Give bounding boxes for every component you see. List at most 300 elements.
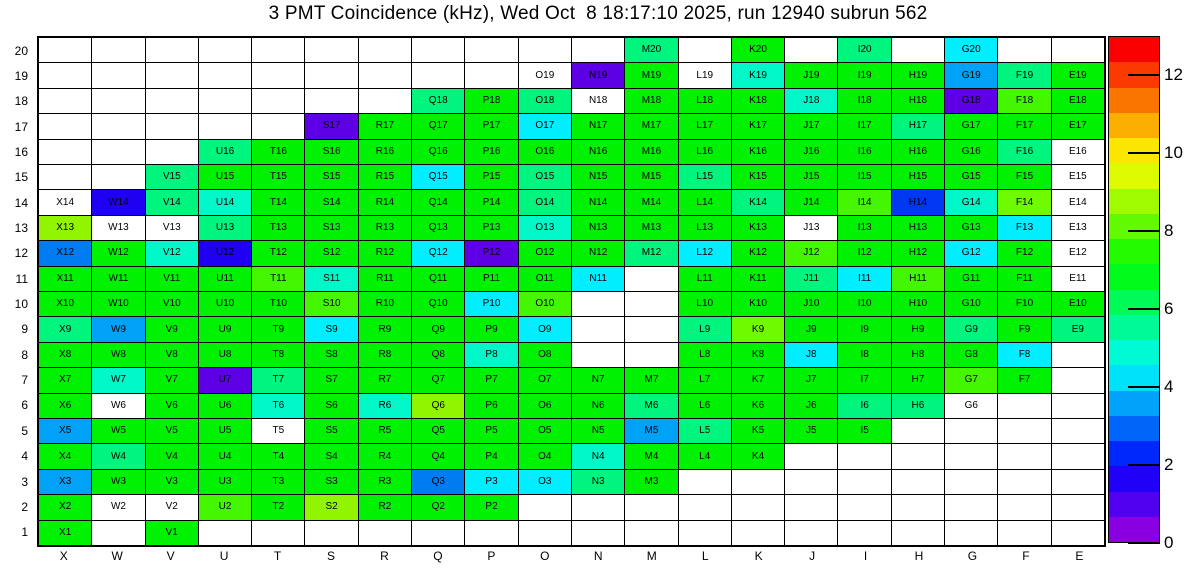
cell-W12: W12 (92, 241, 144, 265)
cell-N12: N12 (572, 241, 624, 265)
cell-X13: X13 (39, 216, 91, 240)
cell-Q8: Q8 (412, 343, 464, 367)
cell-S13: S13 (305, 216, 357, 240)
cell-N13: N13 (572, 216, 624, 240)
cell-V10: V10 (146, 292, 198, 316)
cell-R14: R14 (359, 190, 411, 214)
cell-T9: T9 (252, 317, 304, 341)
cell-S20 (305, 38, 357, 62)
cell-M20: M20 (625, 38, 677, 62)
x-axis-label-W: W (111, 549, 123, 563)
y-axis-label-17: 17 (14, 119, 28, 134)
cell-U2: U2 (199, 495, 251, 519)
cell-W19 (92, 63, 144, 87)
cell-X14: X14 (39, 190, 91, 214)
cell-N6: N6 (572, 394, 624, 418)
cell-W6: W6 (92, 394, 144, 418)
cell-S18 (305, 89, 357, 113)
cell-G1 (945, 521, 997, 545)
cell-F4 (998, 444, 1050, 468)
cell-T20 (252, 38, 304, 62)
cell-O4: O4 (519, 444, 571, 468)
cell-M10 (625, 292, 677, 316)
cell-M17: M17 (625, 114, 677, 138)
cell-Q11: Q11 (412, 267, 464, 291)
cell-E8 (1052, 343, 1104, 367)
cell-J14: J14 (785, 190, 837, 214)
cell-P14: P14 (465, 190, 517, 214)
cell-F9: F9 (998, 317, 1050, 341)
cell-K12: K12 (732, 241, 784, 265)
cell-O18: O18 (519, 89, 571, 113)
cell-I20: I20 (838, 38, 890, 62)
cell-P18: P18 (465, 89, 517, 113)
cell-F19: F19 (998, 63, 1050, 87)
cell-X7: X7 (39, 368, 91, 392)
colorbar-band (1109, 391, 1159, 416)
cell-S12: S12 (305, 241, 357, 265)
cell-U1 (199, 521, 251, 545)
cell-L6: L6 (679, 394, 731, 418)
y-axis-label-11: 11 (15, 271, 28, 286)
cell-K15: K15 (732, 165, 784, 189)
cell-X8: X8 (39, 343, 91, 367)
cell-R12: R12 (359, 241, 411, 265)
y-axis-label-6: 6 (21, 398, 28, 413)
cell-N17: N17 (572, 114, 624, 138)
cell-T17 (252, 114, 304, 138)
colorbar-tick-label-12: 12 (1164, 65, 1183, 84)
cell-P20 (465, 38, 517, 62)
cell-F11: F11 (998, 267, 1050, 291)
cell-H12: H12 (892, 241, 944, 265)
cell-U4: U4 (199, 444, 251, 468)
cell-T14: T14 (252, 190, 304, 214)
cell-G6: G6 (945, 394, 997, 418)
y-axis-label-2: 2 (21, 499, 28, 514)
cell-N15: N15 (572, 165, 624, 189)
cell-F17: F17 (998, 114, 1050, 138)
cell-I1 (838, 521, 890, 545)
cell-H18: H18 (892, 89, 944, 113)
y-axis-label-9: 9 (21, 322, 28, 337)
cell-F13: F13 (998, 216, 1050, 240)
colorbar-tick-label-0: 0 (1164, 533, 1174, 552)
cell-I11: I11 (838, 267, 890, 291)
cell-V8: V8 (146, 343, 198, 367)
chart-title: 3 PMT Coincidence (kHz), Wed Oct 8 18:17:10 2025, run 12940 subrun 562 (268, 3, 928, 24)
cell-F16: F16 (998, 140, 1050, 164)
cell-R20 (359, 38, 411, 62)
cell-U11: U11 (199, 267, 251, 291)
y-axis-label-13: 13 (14, 221, 28, 236)
cell-H20 (892, 38, 944, 62)
cell-S7: S7 (305, 368, 357, 392)
cell-R17: R17 (359, 114, 411, 138)
cell-R19 (359, 63, 411, 87)
cell-J5: J5 (785, 419, 837, 443)
cell-G5 (945, 419, 997, 443)
cell-J9: J9 (785, 317, 837, 341)
colorbar-band (1109, 239, 1159, 264)
cell-J10: J10 (785, 292, 837, 316)
cell-F1 (998, 521, 1050, 545)
cell-S19 (305, 63, 357, 87)
cell-R4: R4 (359, 444, 411, 468)
y-axis-label-14: 14 (14, 195, 28, 210)
cell-J7: J7 (785, 368, 837, 392)
cell-S17: S17 (305, 114, 357, 138)
cell-F7: F7 (998, 368, 1050, 392)
cell-K14: K14 (732, 190, 784, 214)
cell-S5: S5 (305, 419, 357, 443)
cell-N2 (572, 495, 624, 519)
cell-R18 (359, 89, 411, 113)
cell-F10: F10 (998, 292, 1050, 316)
cell-W10: W10 (92, 292, 144, 316)
cell-E1 (1052, 521, 1104, 545)
cell-Q3: Q3 (412, 470, 464, 494)
cell-O10: O10 (519, 292, 571, 316)
cell-W11: W11 (92, 267, 144, 291)
cell-I10: I10 (838, 292, 890, 316)
cell-M9 (625, 317, 677, 341)
cell-N8 (572, 343, 624, 367)
cell-X17 (39, 114, 91, 138)
cell-G17: G17 (945, 114, 997, 138)
y-axis-label-1: 1 (21, 525, 28, 540)
cell-X12: X12 (39, 241, 91, 265)
cell-V7: V7 (146, 368, 198, 392)
cell-G2 (945, 495, 997, 519)
cell-J4 (785, 444, 837, 468)
cell-I7: I7 (838, 368, 890, 392)
cell-S1 (305, 521, 357, 545)
cell-X10: X10 (39, 292, 91, 316)
cell-U12: U12 (199, 241, 251, 265)
cell-I12: I12 (838, 241, 890, 265)
cell-M13: M13 (625, 216, 677, 240)
cell-W5: W5 (92, 419, 144, 443)
cell-S9: S9 (305, 317, 357, 341)
cell-E6 (1052, 394, 1104, 418)
cell-W4: W4 (92, 444, 144, 468)
cell-K13: K13 (732, 216, 784, 240)
cell-O9: O9 (519, 317, 571, 341)
cell-O1 (519, 521, 571, 545)
cell-W8: W8 (92, 343, 144, 367)
cell-R15: R15 (359, 165, 411, 189)
cell-K17: K17 (732, 114, 784, 138)
cell-X11: X11 (39, 267, 91, 291)
cell-F14: F14 (998, 190, 1050, 214)
colorbar-band (1109, 466, 1159, 491)
cell-L4: L4 (679, 444, 731, 468)
cell-P15: P15 (465, 165, 517, 189)
cell-J15: J15 (785, 165, 837, 189)
heatmap-grid (37, 36, 1106, 547)
cell-G4 (945, 444, 997, 468)
cell-M6: M6 (625, 394, 677, 418)
cell-R3: R3 (359, 470, 411, 494)
cell-Q18: Q18 (412, 89, 464, 113)
cell-K20: K20 (732, 38, 784, 62)
cell-P1 (465, 521, 517, 545)
cell-P11: P11 (465, 267, 517, 291)
cell-G20: G20 (945, 38, 997, 62)
cell-E5 (1052, 419, 1104, 443)
cell-K19: K19 (732, 63, 784, 87)
cell-R1 (359, 521, 411, 545)
cell-P16: P16 (465, 140, 517, 164)
cell-J2 (785, 495, 837, 519)
x-axis-label-Q: Q (433, 549, 443, 563)
cell-G16: G16 (945, 140, 997, 164)
cell-Q7: Q7 (412, 368, 464, 392)
cell-E15: E15 (1052, 165, 1104, 189)
cell-Q16: Q16 (412, 140, 464, 164)
cell-T4: T4 (252, 444, 304, 468)
cell-V16 (146, 140, 198, 164)
cell-Q17: Q17 (412, 114, 464, 138)
cell-U17 (199, 114, 251, 138)
cell-L10: L10 (679, 292, 731, 316)
cell-P17: P17 (465, 114, 517, 138)
cell-K10: K10 (732, 292, 784, 316)
cell-J19: J19 (785, 63, 837, 87)
cell-E11: E11 (1052, 267, 1104, 291)
cell-G12: G12 (945, 241, 997, 265)
cell-N1 (572, 521, 624, 545)
colorbar-band (1109, 340, 1159, 365)
cell-G14: G14 (945, 190, 997, 214)
cell-M5: M5 (625, 419, 677, 443)
x-axis-label-K: K (754, 549, 763, 563)
cell-X6: X6 (39, 394, 91, 418)
colorbar-tick-4 (1128, 386, 1160, 388)
x-axis-label-R: R (380, 549, 389, 563)
cell-O12: O12 (519, 241, 571, 265)
x-axis-label-E: E (1075, 549, 1084, 563)
cell-V2: V2 (146, 495, 198, 519)
cell-N18: N18 (572, 89, 624, 113)
x-axis-label-S: S (326, 549, 335, 563)
cell-W3: W3 (92, 470, 144, 494)
cell-P13: P13 (465, 216, 517, 240)
cell-X4: X4 (39, 444, 91, 468)
x-axis-label-M: M (646, 549, 657, 563)
cell-U19 (199, 63, 251, 87)
cell-W7: W7 (92, 368, 144, 392)
colorbar-tick-10 (1128, 152, 1160, 154)
cell-S10: S10 (305, 292, 357, 316)
cell-W15 (92, 165, 144, 189)
cell-V1: V1 (146, 521, 198, 545)
cell-R13: R13 (359, 216, 411, 240)
cell-G11: G11 (945, 267, 997, 291)
cell-O7: O7 (519, 368, 571, 392)
colorbar-band (1109, 88, 1159, 113)
cell-O15: O15 (519, 165, 571, 189)
cell-G8: G8 (945, 343, 997, 367)
colorbar-tick-6 (1128, 308, 1160, 310)
cell-Q20 (412, 38, 464, 62)
cell-O2 (519, 495, 571, 519)
y-axis-label-15: 15 (14, 170, 28, 185)
y-axis-label-10: 10 (14, 297, 28, 312)
colorbar-tick-label-6: 6 (1164, 299, 1174, 318)
colorbar-band (1109, 189, 1159, 214)
cell-J18: J18 (785, 89, 837, 113)
colorbar-band (1109, 264, 1159, 289)
colorbar-band (1109, 163, 1159, 188)
cell-K6: K6 (732, 394, 784, 418)
cell-H14: H14 (892, 190, 944, 214)
cell-F15: F15 (998, 165, 1050, 189)
cell-P3: P3 (465, 470, 517, 494)
cell-Q6: Q6 (412, 394, 464, 418)
cell-F6 (998, 394, 1050, 418)
cell-E18: E18 (1052, 89, 1104, 113)
cell-J11: J11 (785, 267, 837, 291)
cell-U7: U7 (199, 368, 251, 392)
colorbar-band (1109, 441, 1159, 466)
cell-H3 (892, 470, 944, 494)
cell-E4 (1052, 444, 1104, 468)
cell-V4: V4 (146, 444, 198, 468)
cell-L14: L14 (679, 190, 731, 214)
colorbar-tick-label-2: 2 (1164, 455, 1174, 474)
cell-R10: R10 (359, 292, 411, 316)
cell-Q14: Q14 (412, 190, 464, 214)
cell-T3: T3 (252, 470, 304, 494)
cell-U8: U8 (199, 343, 251, 367)
cell-E17: E17 (1052, 114, 1104, 138)
cell-M11 (625, 267, 677, 291)
cell-K3 (732, 470, 784, 494)
cell-I15: I15 (838, 165, 890, 189)
cell-U13: U13 (199, 216, 251, 240)
cell-W18 (92, 89, 144, 113)
y-axis-label-19: 19 (14, 69, 28, 84)
cell-U15: U15 (199, 165, 251, 189)
cell-V5: V5 (146, 419, 198, 443)
cell-S11: S11 (305, 267, 357, 291)
cell-M19: M19 (625, 63, 677, 87)
cell-U20 (199, 38, 251, 62)
cell-H11: H11 (892, 267, 944, 291)
cell-E16: E16 (1052, 140, 1104, 164)
x-axis-label-H: H (914, 549, 924, 563)
cell-N20 (572, 38, 624, 62)
cell-P4: P4 (465, 444, 517, 468)
cell-H9: H9 (892, 317, 944, 341)
cell-H1 (892, 521, 944, 545)
cell-H4 (892, 444, 944, 468)
cell-H15: H15 (892, 165, 944, 189)
cell-E12: E12 (1052, 241, 1104, 265)
cell-N14: N14 (572, 190, 624, 214)
cell-R2: R2 (359, 495, 411, 519)
cell-X5: X5 (39, 419, 91, 443)
cell-T11: T11 (252, 267, 304, 291)
cell-H16: H16 (892, 140, 944, 164)
cell-I6: I6 (838, 394, 890, 418)
cell-Q9: Q9 (412, 317, 464, 341)
cell-Q19 (412, 63, 464, 87)
cell-E10: E10 (1052, 292, 1104, 316)
cell-M1 (625, 521, 677, 545)
cell-V14: V14 (146, 190, 198, 214)
cell-W9: W9 (92, 317, 144, 341)
y-axis-label-4: 4 (21, 449, 28, 464)
cell-U10: U10 (199, 292, 251, 316)
cell-S3: S3 (305, 470, 357, 494)
cell-T7: T7 (252, 368, 304, 392)
cell-H13: H13 (892, 216, 944, 240)
cell-K5: K5 (732, 419, 784, 443)
cell-P12: P12 (465, 241, 517, 265)
cell-I13: I13 (838, 216, 890, 240)
cell-P7: P7 (465, 368, 517, 392)
cell-O8: O8 (519, 343, 571, 367)
cell-N16: N16 (572, 140, 624, 164)
cell-L1 (679, 521, 731, 545)
cell-T1 (252, 521, 304, 545)
cell-Q5: Q5 (412, 419, 464, 443)
cell-P19 (465, 63, 517, 87)
cell-L19: L19 (679, 63, 731, 87)
cell-M15: M15 (625, 165, 677, 189)
x-axis-label-J: J (809, 549, 816, 563)
cell-P10: P10 (465, 292, 517, 316)
cell-R9: R9 (359, 317, 411, 341)
cell-G18: G18 (945, 89, 997, 113)
cell-R7: R7 (359, 368, 411, 392)
cell-T5: T5 (252, 419, 304, 443)
cell-F8: F8 (998, 343, 1050, 367)
colorbar-band (1109, 290, 1159, 315)
cell-L8: L8 (679, 343, 731, 367)
cell-V20 (146, 38, 198, 62)
cell-V18 (146, 89, 198, 113)
cell-X18 (39, 89, 91, 113)
colorbar-tick-0 (1128, 542, 1160, 544)
cell-U6: U6 (199, 394, 251, 418)
colorbar-gradient (1108, 36, 1160, 543)
x-axis-label-X: X (59, 549, 68, 563)
cell-M2 (625, 495, 677, 519)
cell-O17: O17 (519, 114, 571, 138)
cell-R16: R16 (359, 140, 411, 164)
cell-Q15: Q15 (412, 165, 464, 189)
cell-E20 (1052, 38, 1104, 62)
x-axis-labels (37, 549, 1106, 563)
cell-X19 (39, 63, 91, 87)
cell-E19: E19 (1052, 63, 1104, 87)
cell-O11: O11 (519, 267, 571, 291)
cell-F3 (998, 470, 1050, 494)
colorbar-band (1109, 416, 1159, 441)
x-axis-label-I: I (863, 549, 868, 563)
x-axis-label-G: G (967, 549, 978, 563)
cell-F5 (998, 419, 1050, 443)
colorbar-tick-label-10: 10 (1164, 143, 1183, 162)
cell-S16: S16 (305, 140, 357, 164)
cell-G19: G19 (945, 63, 997, 87)
cell-W1 (92, 521, 144, 545)
cell-N10 (572, 292, 624, 316)
